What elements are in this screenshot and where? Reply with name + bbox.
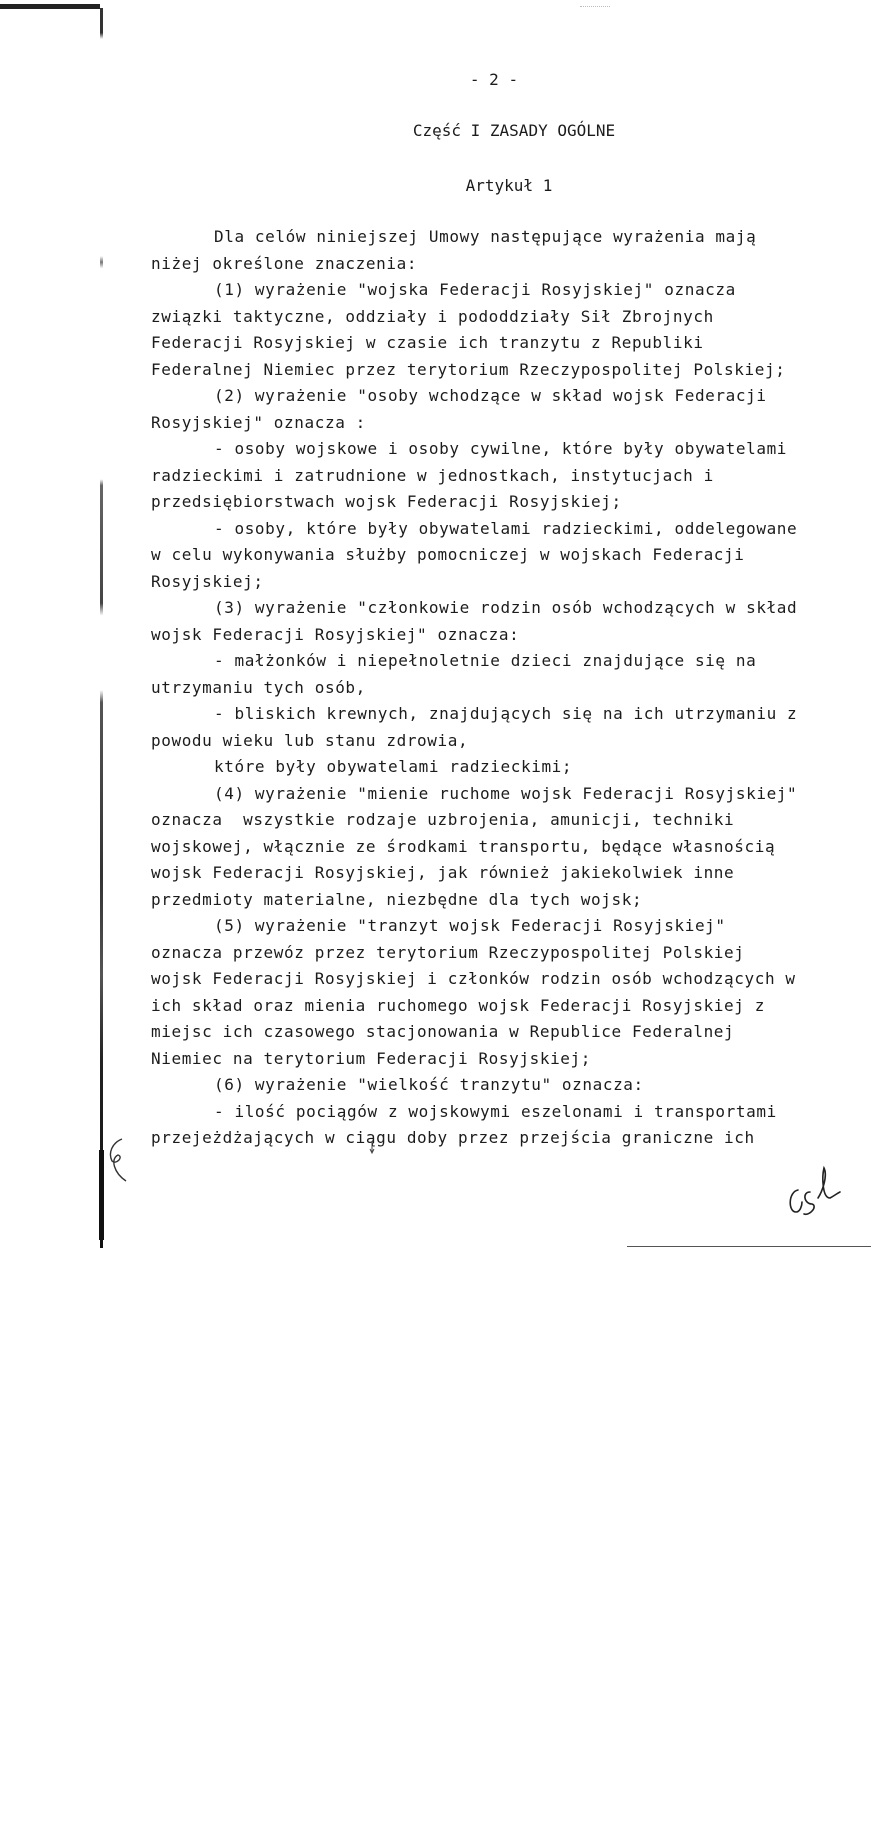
text-line: Niemiec na terytorium Federacji Rosyjskiej; — [151, 1048, 592, 1068]
text-line: oznacza przewóz przez terytorium Rzeczypospolitej Polskiej — [151, 942, 745, 962]
text-line: Federacji Rosyjskiej w czasie ich tranzytu z Republiki — [151, 333, 704, 352]
text-line: Dla celów niniejszej Umowy następujące wyrażenia mają — [214, 227, 757, 246]
text-line: wojskowej, włącznie ze środkami transportu, będące własnością — [151, 836, 776, 856]
text-line: (3) wyrażenie "członkowie rodzin osób wchodzących w skład — [214, 598, 798, 617]
article-title: Artykuł 1 — [465, 176, 553, 195]
handwritten-initials-icon — [784, 1162, 844, 1224]
text-line: w celu wykonywania służby pomocniczej w wojskach Federacji — [151, 545, 745, 564]
scan-top-bar — [0, 4, 100, 9]
text-line: Rosyjskiej" oznacza : — [151, 412, 366, 432]
text-line: - ilość pociągów z wojskowymi eszelonami i transportami — [214, 1101, 777, 1121]
text-line: oznacza wszystkie rodzaje uzbrojenia, amunicji, techniki — [151, 810, 735, 829]
text-line: miejsc ich czasowego stacjonowania w Republice Federalnej — [151, 1022, 735, 1041]
handwritten-bracket-icon — [104, 1135, 130, 1185]
text-line: powodu wieku lub stanu zdrowia, — [151, 730, 469, 750]
text-line: wojsk Federacji Rosyjskiej" oznacza: — [151, 624, 520, 644]
part-title: Część I ZASADY OGÓLNE — [412, 121, 616, 140]
text-line: przedsiębiorstwach wojsk Federacji Rosyjskiej; — [151, 492, 622, 511]
text-line: - osoby, które były obywatelami radzieckimi, oddelegowane — [214, 518, 798, 538]
page-number: - 2 - — [469, 70, 519, 89]
footer-rule — [627, 1246, 871, 1247]
text-line: utrzymaniu tych osób, — [151, 677, 366, 697]
text-line: (5) wyrażenie "tranzyt wojsk Federacji Rosyjskiej" — [214, 916, 726, 935]
text-line: - małżonków i niepełnoletnie dzieci znajdujące się na — [214, 651, 757, 670]
text-line: Rosyjskiej; — [151, 571, 264, 591]
text-line: przedmioty materialne, niezbędne dla tych wojsk; — [151, 889, 643, 909]
text-line: - osoby wojskowe i osoby cywilne, które były obywatelami — [214, 439, 788, 458]
text-line: (1) wyrażenie "wojska Federacji Rosyjskiej" oznacza — [214, 280, 736, 299]
text-line: (6) wyrażenie "wielkość tranzytu" oznacza: — [214, 1075, 644, 1094]
text-line: (2) wyrażenie "osoby wchodzące w skład wojsk Federacji — [214, 386, 767, 405]
text-line: związki taktyczne, oddziały i pododdziały Sił Zbrojnych — [151, 306, 714, 326]
article-body — [151, 224, 851, 1152]
text-line: wojsk Federacji Rosyjskiej i członków rodzin osób wchodzących w — [151, 969, 796, 988]
text-line: wojsk Federacji Rosyjskiej, jak również jakiekolwiek inne — [151, 863, 735, 882]
text-line: radzieckimi i zatrudnione w jednostkach, instytucjach i — [151, 465, 714, 485]
scan-dots — [580, 6, 610, 10]
text-line: ich skład oraz mienia ruchomego wojsk Federacji Rosyjskiej z — [151, 995, 765, 1015]
text-line: które były obywatelami radzieckimi; — [214, 757, 573, 776]
text-line: (4) wyrażenie "mienie ruchome wojsk Federacji Rosyjskiej" — [214, 783, 798, 803]
text-line: Federalnej Niemiec przez terytorium Rzeczypospolitej Polskiej; — [151, 359, 786, 379]
text-line: - bliskich krewnych, znajdujących się na ich utrzymaniu z — [214, 704, 798, 723]
text-line: przejeżdżających w ciągu doby przez przejścia graniczne ich — [151, 1128, 755, 1147]
cursor-mark-icon — [369, 1140, 375, 1154]
text-line: niżej określone znaczenia: — [151, 253, 418, 273]
